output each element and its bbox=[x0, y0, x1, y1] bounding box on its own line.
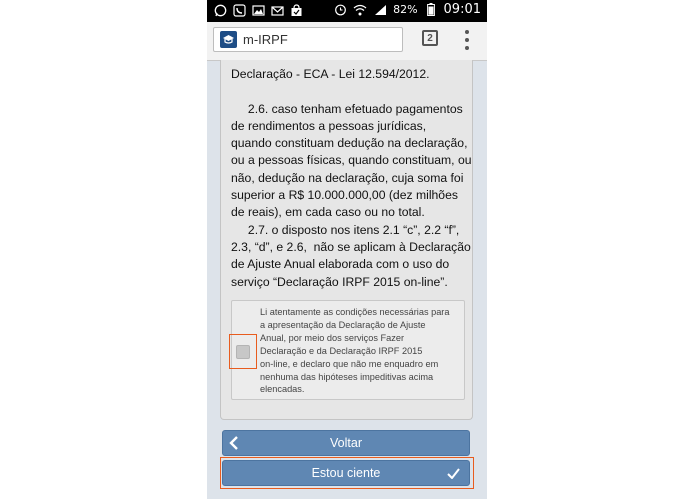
terms-line: de Ajuste Anual elaborada com o uso do bbox=[231, 257, 450, 272]
agreement-text bbox=[260, 306, 460, 396]
terms-line: 2.3, “d”, e 2.6, não se aplicam à Declaração bbox=[231, 239, 471, 254]
tab-switcher-button[interactable]: 2 bbox=[422, 30, 438, 46]
agreement-box bbox=[231, 300, 465, 400]
checkbox-highlight bbox=[229, 334, 257, 369]
overflow-menu-icon[interactable] bbox=[463, 30, 471, 50]
agreement-line: elencadas. bbox=[260, 384, 305, 395]
terms-line: de reais), em cada caso ou no total. bbox=[231, 205, 425, 220]
terms-line: quando constituam dedução na declaração, bbox=[231, 136, 468, 151]
browser-toolbar bbox=[207, 22, 487, 61]
gallery-icon bbox=[251, 3, 265, 17]
wifi-icon bbox=[353, 3, 367, 17]
phone-icon bbox=[232, 3, 246, 17]
terms-line: superior a R$ 10.000.000,00 (dez milhões bbox=[231, 188, 458, 203]
back-button[interactable] bbox=[222, 430, 470, 456]
terms-line: 2.7. o disposto nos itens 2.1 “c”, 2.2 “f”, bbox=[231, 222, 460, 237]
agreement-line: a apresentação da Declaração de Ajuste bbox=[260, 319, 426, 330]
confirm-button-highlight bbox=[220, 457, 474, 489]
address-bar[interactable] bbox=[213, 27, 403, 52]
agreement-line: Declaração e da Declaração IRPF 2015 bbox=[260, 345, 423, 356]
battery-icon bbox=[424, 3, 438, 17]
battery-percent: 82% bbox=[393, 3, 418, 16]
site-favicon-icon bbox=[220, 31, 237, 48]
status-bar bbox=[207, 0, 487, 22]
whatsapp-icon bbox=[213, 3, 227, 17]
store-icon bbox=[289, 3, 303, 17]
terms-line: serviço “Declaração IRPF 2015 on-line”. bbox=[231, 274, 448, 289]
agreement-checkbox[interactable] bbox=[236, 345, 250, 359]
phone-screen bbox=[207, 0, 487, 499]
terms-line: 2.6. caso tenham efetuado pagamentos bbox=[231, 101, 463, 116]
chevron-left-icon bbox=[229, 435, 243, 451]
clock: 09:01 bbox=[443, 2, 481, 17]
agreement-line: nenhuma das hipóteses impeditivas acima bbox=[260, 371, 434, 382]
alarm-icon bbox=[333, 3, 347, 17]
agreement-line: on-line, e declaro que não me enquadro em bbox=[260, 358, 439, 369]
gmail-icon bbox=[270, 3, 284, 17]
back-button-label: Voltar bbox=[330, 436, 362, 450]
terms-card bbox=[220, 60, 473, 420]
agreement-line: Anual, por meio dos serviços Fazer bbox=[260, 332, 404, 343]
terms-line bbox=[231, 83, 471, 100]
agreement-line: Li atentamente as condições necessárias para bbox=[260, 307, 450, 317]
confirm-button-label: Estou ciente bbox=[311, 466, 381, 480]
terms-line: não, dedução na declaração, cuja soma foi bbox=[231, 170, 464, 185]
address-text: m-IRPF bbox=[243, 32, 288, 47]
signal-icon bbox=[373, 3, 387, 17]
terms-text bbox=[231, 66, 471, 291]
terms-line: ou a pessoas físicas, quando constituam, ou bbox=[231, 153, 472, 168]
terms-line: Declaração - ECA - Lei 12.594/2012. bbox=[231, 67, 430, 81]
terms-line: de rendimentos a pessoas jurídicas, bbox=[231, 118, 427, 133]
